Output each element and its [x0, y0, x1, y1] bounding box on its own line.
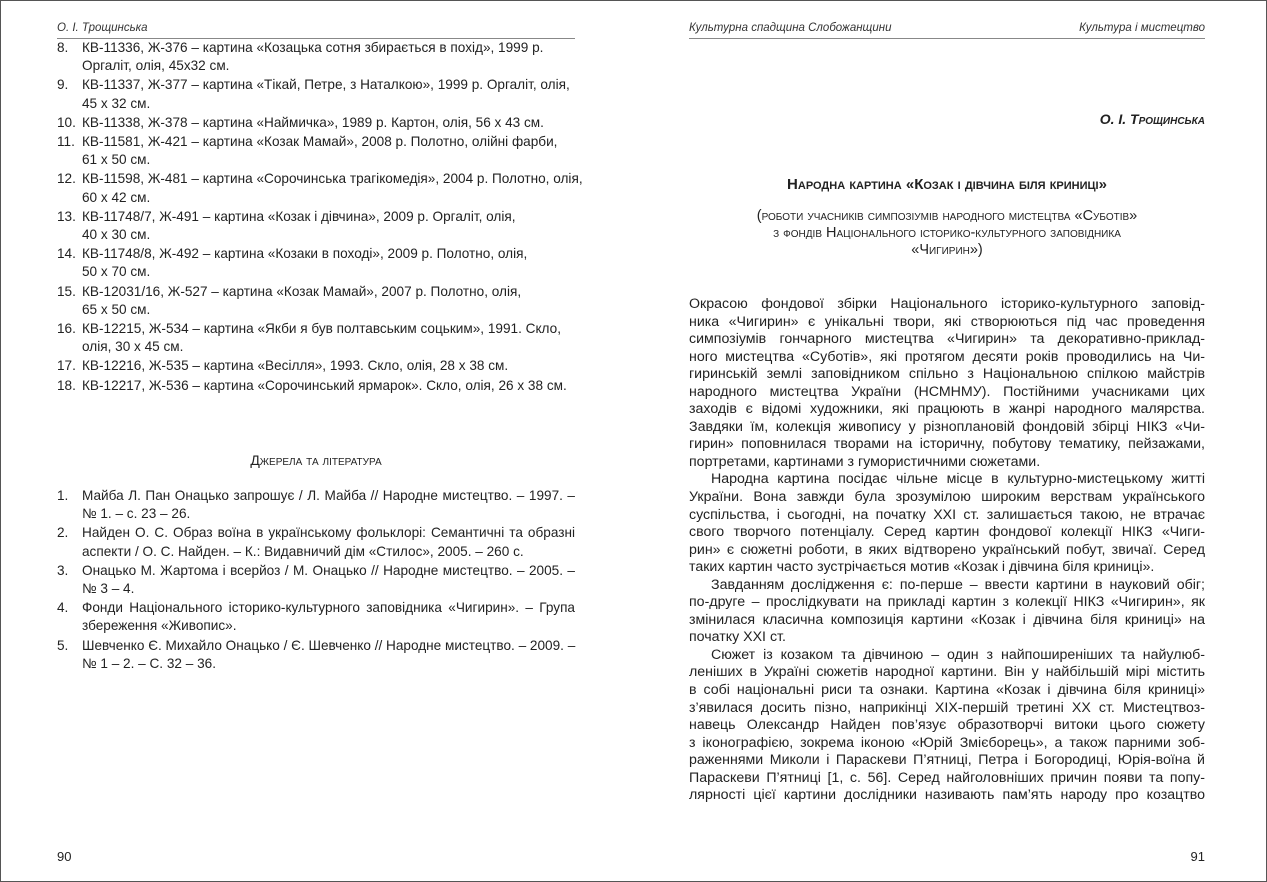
text-line: суспільства, і сьогодні, на початку XXI ст. залишається такою, не втрачає — [689, 506, 1205, 523]
text-line: № 3 – 4. — [82, 581, 135, 597]
text-line: Шевченко Є. Михайло Онацько / Є. Шевченко // Народне мистецтво. – 2009. – — [82, 637, 576, 653]
text-line: Параскеви П’ятниці [1, с. 56]. Серед найголовніших причин появи та попу- — [689, 769, 1205, 786]
subtitle-line: (роботи учасників симпозіумів народного мистецтва «Суботів» — [756, 208, 1138, 224]
item-number: 8. — [57, 40, 69, 55]
text-line: КВ-11598, Ж-481 – картина «Сорочинська трагікомедія», 2004 р. Полотно, олія, — [82, 171, 583, 187]
text-line: лярності цієї картини дослідники називають пам’ять народу про козацтво — [689, 787, 1205, 804]
list-item — [57, 39, 575, 75]
list-item — [57, 283, 575, 319]
text-line: народного мистецтва України (НСМНМУ). Постійними учасниками цих — [689, 383, 1205, 400]
list-item — [57, 320, 575, 356]
item-number: 12. — [57, 171, 76, 187]
list-item — [57, 637, 575, 673]
item-text — [82, 599, 575, 635]
item-text — [82, 637, 575, 673]
item-text — [82, 377, 575, 395]
item-number: 14. — [57, 246, 76, 262]
list-item — [57, 524, 575, 560]
text-line: КВ-12031/16, Ж-527 – картина «Козак Мамай», 2007 р. Полотно, олія, — [82, 283, 522, 299]
list-item — [57, 377, 575, 395]
item-number: 18. — [57, 377, 76, 393]
list-item — [57, 208, 575, 244]
text-line: навець Олександр Найден пов’язує образотворчі витоки цього сюжету — [689, 717, 1205, 734]
article-subtitle — [689, 208, 1205, 259]
sources-heading: Джерела та література — [250, 452, 382, 468]
paragraph — [689, 296, 1205, 471]
item-text — [82, 245, 575, 281]
list-item — [57, 599, 575, 635]
text-line: Сюжет із козаком та дівчиною – один з найпоширеніших та найулюб- — [711, 646, 1205, 663]
running-header-author: О. І. Трощинська — [57, 22, 148, 34]
list-item — [57, 76, 575, 112]
list-item — [57, 487, 575, 523]
text-line: Окрасою фондової збірки Національного історико-культурного заповід- — [689, 296, 1205, 312]
text-line: початку XXI ст. — [689, 629, 786, 646]
item-number: 5. — [57, 637, 69, 653]
list-item — [57, 245, 575, 281]
text-line: КВ-12217, Ж-536 – картина «Сорочинський ярмарок». Скло, олія, 26 х 38 см. — [82, 377, 567, 393]
text-line: заходів є відомі художники, які працюють в жанрі народного малярства. — [689, 401, 1205, 418]
article-title: Народна картина «Козак і дівчина біля криниці» — [787, 176, 1107, 193]
text-line: ного мистецтва «Суботів», які протягом десяти років проводились на Чи- — [689, 348, 1205, 365]
text-line: КВ-12216, Ж-535 – картина «Весілля», 1993. Скло, олія, 28 х 38 см. — [82, 358, 509, 374]
item-text — [82, 357, 575, 375]
text-line: 60 х 42 см. — [82, 189, 151, 205]
running-header-journal: Культурна спадщина Слобожанщини — [689, 22, 892, 34]
text-line: КВ-11337, Ж-377 – картина «Тікай, Петре, з Наталкою», 1999 р. Оргаліт, олія, — [82, 77, 570, 93]
text-line: змінилася класична композиція картини «Козак і дівчина біля криниці» на — [689, 611, 1205, 628]
item-text — [82, 283, 575, 319]
text-line: № 1. – с. 23 – 26. — [82, 506, 191, 522]
list-item — [57, 562, 575, 598]
text-line: 61 х 50 см. — [82, 152, 151, 168]
text-line: аспекти / О. С. Найден. – К.: Видавничий дім «Стилос», 2005. – 260 с. — [82, 543, 524, 559]
item-number: 15. — [57, 283, 76, 299]
paragraph — [689, 577, 1205, 647]
item-text — [82, 320, 575, 356]
text-line: леніших в Україні сюжетів народної картини. Він у найбільшій мірі містить — [689, 664, 1205, 681]
item-number: 1. — [57, 488, 69, 503]
text-line: з’явилася досить пізно, наприкінці XIX-першій третині XX ст. Мистецтвоз- — [689, 699, 1205, 716]
item-number: 2. — [57, 525, 69, 541]
item-number: 16. — [57, 321, 76, 337]
text-line: 50 х 70 см. — [82, 264, 151, 280]
subtitle-line: з фондів Національного історико-культурного заповідника — [773, 225, 1121, 241]
item-text — [82, 76, 575, 112]
item-number: 10. — [57, 114, 76, 130]
text-line: Онацько М. Жартома і всерйоз / М. Онацько // Народне мистецтво. – 2005. – — [82, 562, 575, 578]
item-text — [82, 208, 575, 244]
text-line: 45 х 32 см. — [82, 95, 151, 111]
text-line: 40 х 30 см. — [82, 227, 151, 243]
text-line: в собі національні риси та ознаки. Картина «Козак і дівчина біля криниці» — [689, 682, 1205, 699]
text-line: Народна картина посідає чільне місце в культурно-мистецькому житті — [711, 471, 1205, 488]
text-line: ника «Чигирин» є унікальні твори, які створюються під час проведення — [689, 313, 1205, 330]
text-line: КВ-11748/8, Ж-492 – картина «Козаки в поході», 2009 р. Полотно, олія, — [82, 246, 528, 262]
text-line: портретами, картинами з гумористичними сюжетами. — [689, 453, 1041, 470]
list-item — [57, 133, 575, 169]
text-line: КВ-11338, Ж-378 – картина «Наймичка», 1989 р. Картон, олія, 56 х 43 см. — [82, 114, 544, 130]
subtitle-line: «Чигирин») — [911, 242, 983, 258]
text-line: з іконографією, зокрема іконою «Юрій Змієборець», а також парними зоб- — [689, 734, 1205, 751]
text-line: Майба Л. Пан Онацько запрошує / Л. Майба // Народне мистецтво. – 1997. – — [82, 488, 575, 503]
text-line: КВ-11336, Ж-376 – картина «Козацька сотня збирається в похід», 1999 р. — [82, 40, 544, 55]
text-line: олія, 30 х 45 см. — [82, 339, 184, 355]
item-number: 9. — [57, 77, 69, 93]
item-text — [82, 170, 583, 206]
header-divider-right — [689, 38, 1205, 39]
text-line: гиринській землі заповідником спільно з Національною спілкою майстрів — [689, 366, 1205, 383]
item-text — [82, 39, 575, 75]
item-number: 13. — [57, 208, 76, 224]
item-text — [82, 524, 575, 560]
text-line: Оргаліт, олія, 45х32 см. — [82, 58, 230, 74]
sources-list — [57, 487, 575, 674]
text-line: гирин» поповнилася творами на історичну, побутову тематику, пейзажами, — [689, 436, 1205, 453]
item-text — [82, 133, 575, 169]
text-line: раженнями Миколи і Параскеви П’ятниці, Петра і Богородиці, Юрія-воїна й — [689, 752, 1205, 769]
paragraph — [689, 471, 1205, 576]
text-line: України. Вона завжди була зрозумілою широким верствам українського — [689, 489, 1205, 506]
article-author: О. І. Трощинська — [1099, 111, 1205, 127]
item-text — [82, 114, 575, 132]
text-line: 65 х 50 см. — [82, 301, 151, 317]
item-number: 3. — [57, 562, 69, 578]
paragraph — [689, 647, 1205, 805]
page-number-right: 91 — [1190, 849, 1205, 864]
item-number: 17. — [57, 358, 76, 374]
text-line: по-друге – прослідкувати на прикладі картин з колекції НІКЗ «Чигирин», як — [689, 594, 1205, 611]
text-line: свого творчого потенціалу. Серед картин фондової колекції НІКЗ «Чиги- — [689, 524, 1205, 541]
article-body — [689, 296, 1205, 805]
list-item — [57, 170, 583, 206]
text-line: № 1 – 2. – С. 32 – 36. — [82, 655, 216, 671]
text-line: Завдяки їм, колекція живопису у різноплановій фондовій збірці НІКЗ «Чи- — [689, 418, 1205, 435]
item-number: 11. — [57, 134, 75, 150]
text-line: рин» є сюжетні роботи, в яких відтворено український побут, звичаї. Серед — [689, 541, 1205, 558]
page-number-left: 90 — [57, 849, 72, 864]
text-line: таких картин часто зустрічається мотив «Козак і дівчина біля криниці». — [689, 559, 1155, 576]
text-line: Завданням дослідження є: по-перше – ввести картини в науковий обіг; — [711, 576, 1205, 593]
catalog-list — [57, 39, 583, 396]
text-line: Найден О. С. Образ воїна в українському фольклорі: Семантичні та образні — [82, 525, 575, 541]
text-line: КВ-11748/7, Ж-491 – картина «Козак і дівчина», 2009 р. Оргаліт, олія, — [82, 208, 516, 224]
running-header-section: Культура і мистецтво — [1079, 22, 1205, 34]
text-line: КВ-11581, Ж-421 – картина «Козак Мамай», 2008 р. Полотно, олійні фарби, — [82, 134, 558, 150]
text-line: симпозіумів гончарного мистецтва «Чигирин» та декоративно-приклад- — [689, 331, 1205, 348]
text-line: збереження «Живопис». — [82, 618, 237, 634]
text-line: Фонди Національного історико-культурного заповідника «Чигирин». – Група — [82, 600, 575, 616]
item-text — [82, 562, 575, 598]
list-item — [57, 357, 575, 375]
item-number: 4. — [57, 600, 69, 616]
item-text — [82, 487, 575, 523]
list-item — [57, 114, 575, 132]
text-line: КВ-12215, Ж-534 – картина «Якби я був полтавським соцьким», 1991. Скло, — [82, 321, 561, 337]
